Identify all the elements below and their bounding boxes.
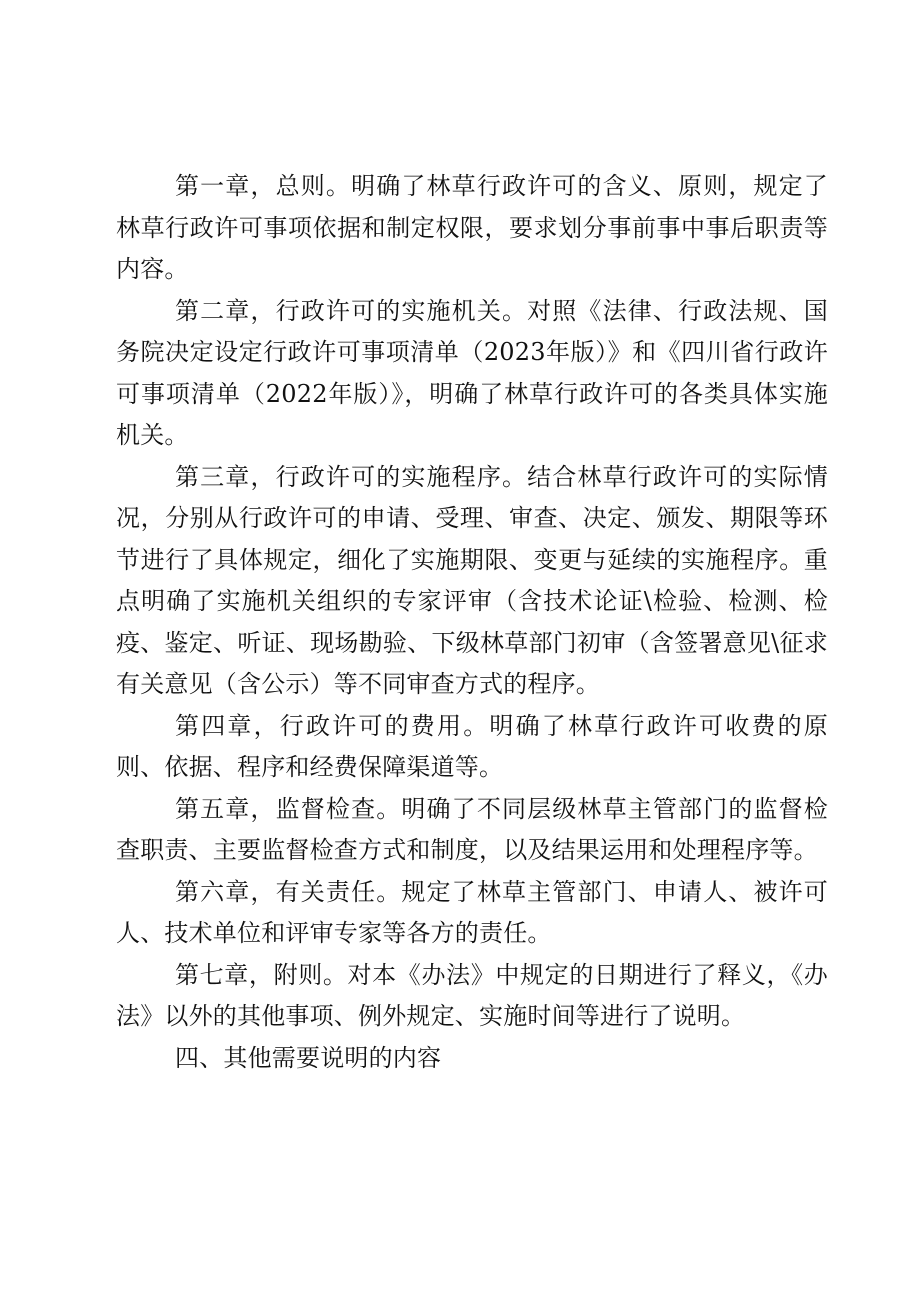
paragraph-chapter-3: 第三章，行政许可的实施程序。结合林草行政许可的实际情况，分别从行政许可的申请、受理、审查、决定、颁发、期限等环节进行了具体规定，细化了实施期限、变更与延续的实施程序。重点明确了实施机关组织的专家评审（含技术论证\检验、检测、检疫、鉴定、听证、现场勘验、下级林草部门初审（含签署意见\征求有关意见（含公示）等不同审查方式的程序。: [116, 462, 828, 698]
document-body: [116, 166, 828, 1079]
paragraph-chapter-2: 第二章，行政许可的实施机关。对照《法律、行政法规、国务院决定设定行政许可事项清单（2023年版）》和《四川省行政许可事项清单（2022年版）》，明确了林草行政许可的各类具体实施机关。: [116, 296, 828, 449]
paragraph-chapter-4: 第四章，行政许可的费用。明确了林草行政许可收费的原则、依据、程序和经费保障渠道等。: [116, 711, 828, 781]
paragraph-chapter-1: 第一章，总则。明确了林草行政许可的含义、原则，规定了林草行政许可事项依据和制定权限，要求划分事前事中事后职责等内容。: [116, 172, 828, 283]
section-heading-other: 四、其他需要说明的内容: [175, 1043, 442, 1072]
paragraph-chapter-5: 第五章，监督检查。明确了不同层级林草主管部门的监督检查职责、主要监督检查方式和制度，以及结果运用和处理程序等。: [116, 794, 828, 864]
paragraph-chapter-7: 第七章，附则。对本《办法》中规定的日期进行了释义，《办法》以外的其他事项、例外规定、实施时间等进行了说明。: [116, 960, 828, 1030]
paragraph-chapter-6: 第六章，有关责任。规定了林草主管部门、申请人、被许可人、技术单位和评审专家等各方的责任。: [116, 877, 828, 947]
